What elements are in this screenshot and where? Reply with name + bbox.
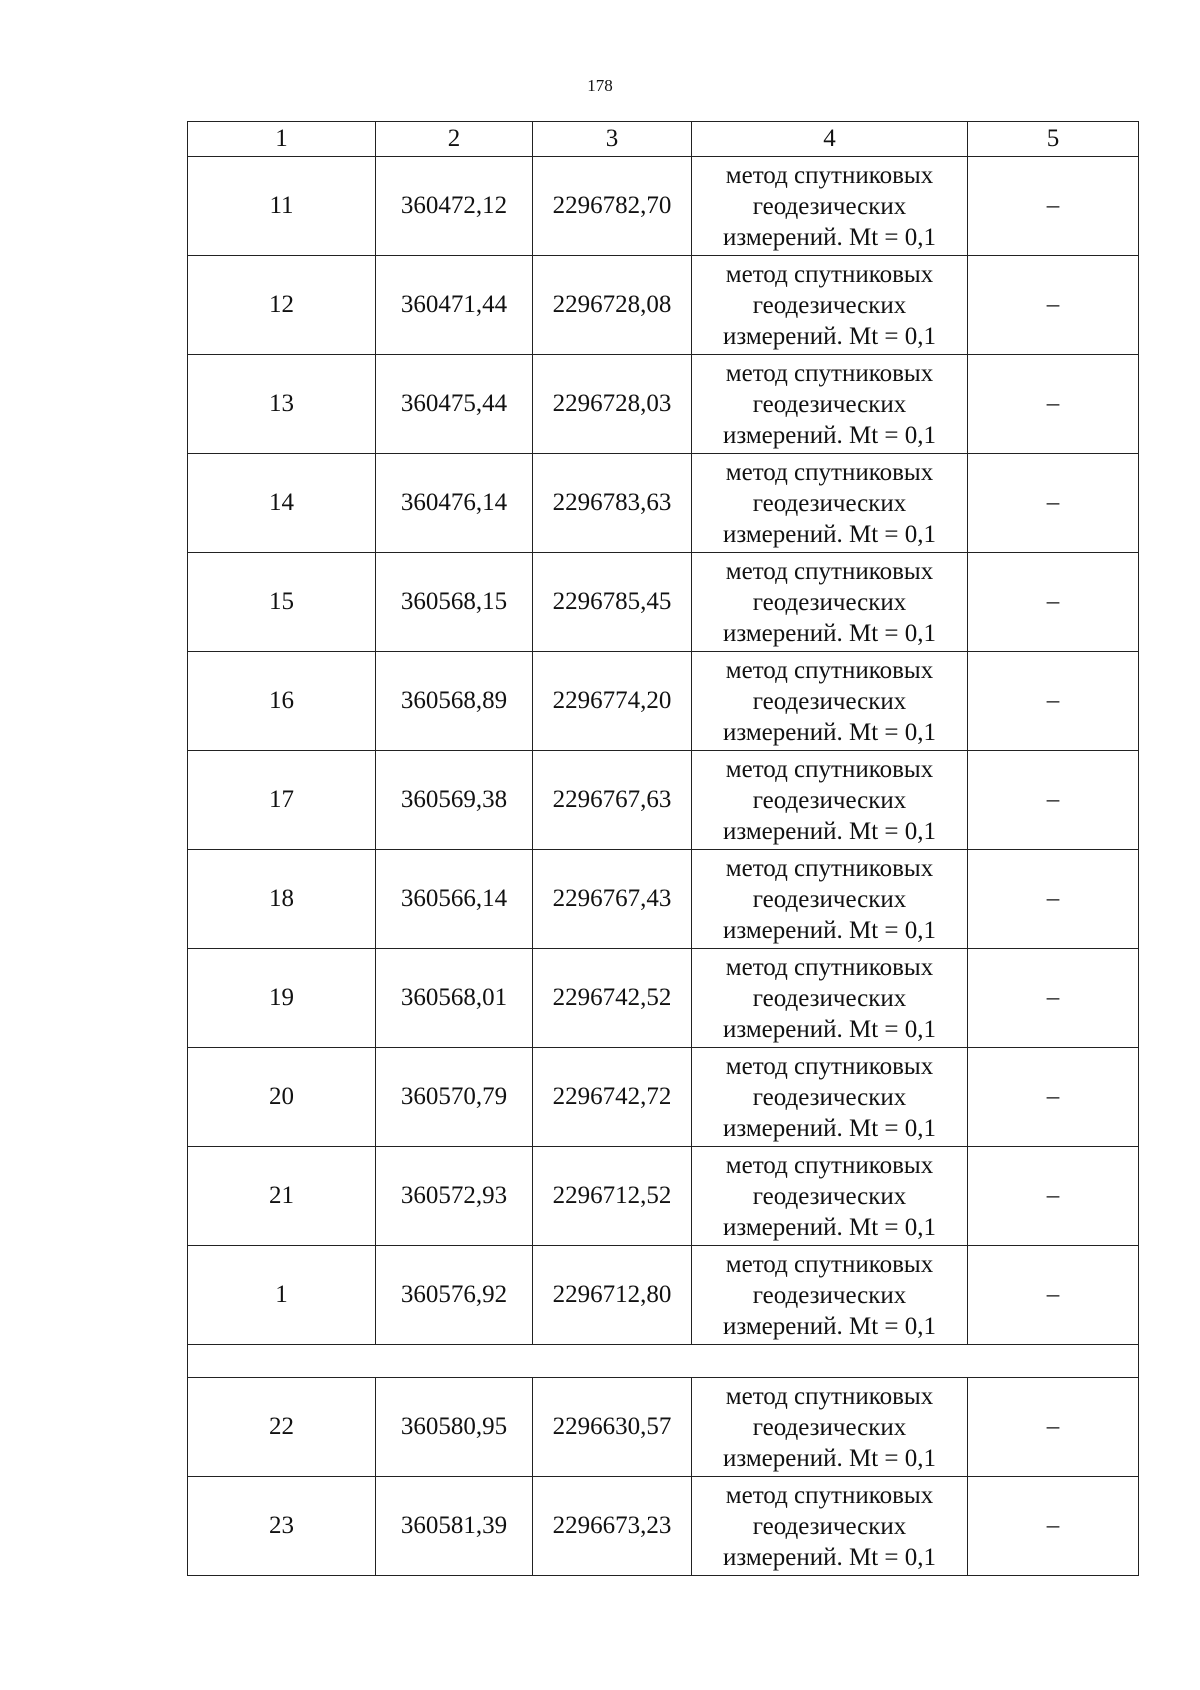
table-gap-row [188,1345,1139,1378]
method-cell: метод спутниковых геодезических измерений. Mt = 0,1 [692,850,968,949]
method-cell: метод спутниковых геодезических измерений. Mt = 0,1 [692,949,968,1048]
table-row [188,157,1139,256]
y-coordinate-cell: 2296767,43 [533,850,692,949]
table-row [188,751,1139,850]
table-row [188,1378,1139,1477]
method-cell: метод спутниковых геодезических измерений. Mt = 0,1 [692,454,968,553]
method-cell: метод спутниковых геодезических измерений. Mt = 0,1 [692,1477,968,1576]
table-row [188,355,1139,454]
y-coordinate-cell: 2296712,80 [533,1246,692,1345]
x-coordinate-cell: 360471,44 [376,256,533,355]
table-row [188,454,1139,553]
point-number-cell: 20 [188,1048,376,1147]
note-cell: – [968,1477,1139,1576]
y-coordinate-cell: 2296785,45 [533,553,692,652]
x-coordinate-cell: 360472,12 [376,157,533,256]
table-row [188,256,1139,355]
point-number-cell: 18 [188,850,376,949]
method-cell: метод спутниковых геодезических измерений. Mt = 0,1 [692,652,968,751]
note-cell: – [968,553,1139,652]
point-number-cell: 23 [188,1477,376,1576]
x-coordinate-cell: 360572,93 [376,1147,533,1246]
x-coordinate-cell: 360568,89 [376,652,533,751]
coordinates-table [187,121,1139,1576]
note-cell: – [968,454,1139,553]
point-number-cell: 13 [188,355,376,454]
point-number-cell: 11 [188,157,376,256]
gap-cell [188,1345,1139,1378]
x-coordinate-cell: 360580,95 [376,1378,533,1477]
point-number-cell: 12 [188,256,376,355]
table-header-row [188,122,1139,157]
y-coordinate-cell: 2296774,20 [533,652,692,751]
note-cell: – [968,751,1139,850]
x-coordinate-cell: 360576,92 [376,1246,533,1345]
note-cell: – [968,1246,1139,1345]
method-cell: метод спутниковых геодезических измерений. Mt = 0,1 [692,157,968,256]
note-cell: – [968,256,1139,355]
table-row [188,1246,1139,1345]
method-cell: метод спутниковых геодезических измерений. Mt = 0,1 [692,751,968,850]
table-row [188,1477,1139,1576]
table-row [188,1147,1139,1246]
note-cell: – [968,652,1139,751]
x-coordinate-cell: 360569,38 [376,751,533,850]
column-header: 1 [188,122,376,157]
y-coordinate-cell: 2296630,57 [533,1378,692,1477]
note-cell: – [968,1378,1139,1477]
table-row [188,652,1139,751]
method-cell: метод спутниковых геодезических измерений. Mt = 0,1 [692,1378,968,1477]
column-header: 4 [692,122,968,157]
method-cell: метод спутниковых геодезических измерений. Mt = 0,1 [692,1147,968,1246]
y-coordinate-cell: 2296742,52 [533,949,692,1048]
y-coordinate-cell: 2296673,23 [533,1477,692,1576]
y-coordinate-cell: 2296767,63 [533,751,692,850]
x-coordinate-cell: 360476,14 [376,454,533,553]
table-row [188,949,1139,1048]
note-cell: – [968,850,1139,949]
note-cell: – [968,157,1139,256]
note-cell: – [968,1147,1139,1246]
note-cell: – [968,355,1139,454]
method-cell: метод спутниковых геодезических измерений. Mt = 0,1 [692,553,968,652]
point-number-cell: 17 [188,751,376,850]
point-number-cell: 19 [188,949,376,1048]
x-coordinate-cell: 360566,14 [376,850,533,949]
note-cell: – [968,1048,1139,1147]
point-number-cell: 16 [188,652,376,751]
column-header: 3 [533,122,692,157]
table-row [188,553,1139,652]
y-coordinate-cell: 2296742,72 [533,1048,692,1147]
y-coordinate-cell: 2296728,08 [533,256,692,355]
x-coordinate-cell: 360581,39 [376,1477,533,1576]
point-number-cell: 21 [188,1147,376,1246]
note-cell: – [968,949,1139,1048]
method-cell: метод спутниковых геодезических измерений. Mt = 0,1 [692,1246,968,1345]
method-cell: метод спутниковых геодезических измерений. Mt = 0,1 [692,1048,968,1147]
point-number-cell: 15 [188,553,376,652]
method-cell: метод спутниковых геодезических измерений. Mt = 0,1 [692,355,968,454]
y-coordinate-cell: 2296783,63 [533,454,692,553]
x-coordinate-cell: 360568,15 [376,553,533,652]
point-number-cell: 22 [188,1378,376,1477]
column-header: 5 [968,122,1139,157]
x-coordinate-cell: 360475,44 [376,355,533,454]
column-header: 2 [376,122,533,157]
method-cell: метод спутниковых геодезических измерений. Mt = 0,1 [692,256,968,355]
y-coordinate-cell: 2296782,70 [533,157,692,256]
page-number: 178 [587,76,613,95]
y-coordinate-cell: 2296728,03 [533,355,692,454]
y-coordinate-cell: 2296712,52 [533,1147,692,1246]
table-row [188,1048,1139,1147]
point-number-cell: 14 [188,454,376,553]
x-coordinate-cell: 360568,01 [376,949,533,1048]
x-coordinate-cell: 360570,79 [376,1048,533,1147]
table-row [188,850,1139,949]
point-number-cell: 1 [188,1246,376,1345]
